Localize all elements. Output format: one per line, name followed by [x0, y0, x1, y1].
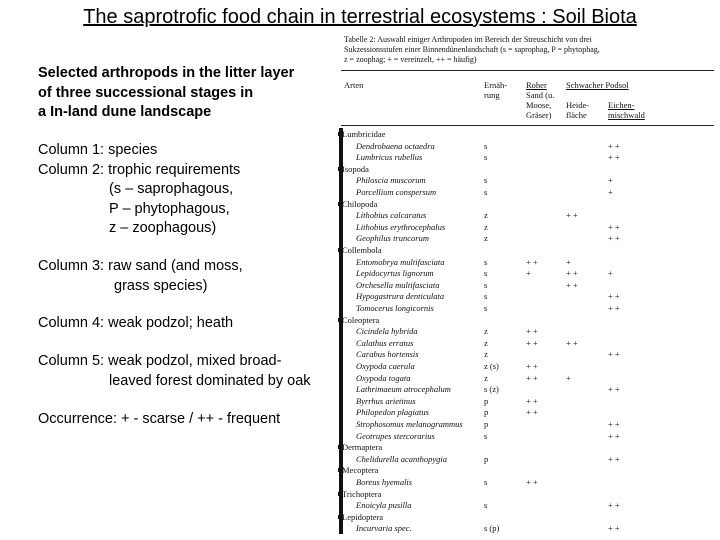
- column-4-text: Column 4: weak podzol; heath: [38, 315, 234, 331]
- species-name: Philopedon plagiatus: [356, 407, 429, 418]
- header-arten: Arten: [344, 80, 364, 90]
- header-ernaehrung-1: Ernäh-: [484, 80, 508, 90]
- table-row: [338, 431, 716, 441]
- oak-forest-cell: + +: [608, 152, 620, 163]
- raw-sand-cell: + +: [526, 477, 538, 487]
- trophic-cell: s: [484, 140, 488, 151]
- group-tick-mark: [338, 492, 342, 496]
- taxon-group-row: [338, 512, 716, 522]
- heath-cell: + +: [566, 337, 578, 348]
- taxon-group-row: [338, 465, 716, 475]
- oak-forest-cell: + +: [608, 233, 620, 244]
- trophic-cell: z: [484, 210, 488, 221]
- heath-cell: +: [566, 372, 571, 383]
- header-eichen: [608, 100, 645, 120]
- raw-sand-cell: + +: [526, 337, 538, 348]
- scanned-table: [338, 32, 716, 536]
- heath-cell: +: [566, 256, 571, 267]
- oak-forest-cell: + +: [608, 349, 620, 360]
- taxon-group-row: [338, 245, 716, 255]
- column-descriptions: [38, 141, 240, 239]
- table-row: [338, 303, 716, 313]
- column-2-saprophagous: (s – saprophagous,: [109, 181, 234, 197]
- group-tick-mark: [338, 167, 342, 171]
- trophic-cell: s: [484, 500, 488, 511]
- occurrence-legend: Occurrence: + - scarse / ++ - frequent: [38, 411, 281, 427]
- species-name: Tomocerus longicornis: [356, 303, 434, 313]
- column-3-description: [38, 257, 243, 296]
- trophic-cell: s: [484, 430, 488, 441]
- table-row: [338, 152, 716, 162]
- oak-forest-cell: + +: [608, 430, 620, 441]
- column-5-text-2: leaved forest dominated by oak: [109, 372, 311, 389]
- species-name: Strophosomus melanogrammus: [356, 419, 463, 429]
- header-heide-2: fläche: [566, 110, 587, 120]
- caption-line-3: z = zoophag; + = vereinzelt, ++ = häufig): [344, 55, 477, 64]
- column-2-phytophagous: P – phytophagous,: [109, 200, 230, 217]
- table-row: [338, 384, 716, 394]
- column-2-text: Column 2: trophic requirements: [38, 161, 241, 178]
- species-name: Lithobius calcaratus: [356, 210, 427, 221]
- table-row: [338, 419, 716, 429]
- raw-sand-cell: + +: [526, 407, 538, 418]
- trophic-cell: s: [484, 477, 488, 487]
- oak-forest-cell: + +: [608, 500, 620, 511]
- table-row: [338, 454, 716, 464]
- group-tick-mark: [338, 515, 342, 519]
- trophic-cell: p: [484, 419, 489, 429]
- group-tick-mark: [338, 445, 342, 449]
- header-eichen-2: mischwald: [608, 110, 645, 120]
- species-name: Hypogastrura denticulata: [356, 291, 445, 302]
- species-name: Lumbricus rubellus: [356, 152, 423, 163]
- group-tick-mark: [338, 202, 342, 206]
- oak-forest-cell: + +: [608, 140, 620, 151]
- species-name: Byrrhus arietinus: [356, 395, 416, 406]
- slide-title: The saprotrofic food chain in terrestrial ecosystems : Soil Biota: [83, 6, 637, 28]
- table-row: [338, 175, 716, 185]
- heading-line-3: a In-land dune landscape: [38, 104, 212, 120]
- header-schwacher-podsol: Schwacher Podsol: [566, 80, 629, 90]
- species-name: Calathus erratus: [356, 337, 414, 348]
- table-row: [338, 257, 716, 267]
- header-roher-4: Gräser): [526, 110, 552, 120]
- taxon-group-row: [338, 315, 716, 325]
- species-name: Lithobius erythrocephalus: [356, 221, 446, 232]
- taxon-group-name: Isopoda: [342, 163, 369, 174]
- column-3-text: Column 3: raw sand (and moss,: [38, 258, 243, 274]
- trophic-cell: z: [484, 233, 488, 244]
- taxon-group-name: Trichoptera: [342, 488, 382, 499]
- oak-forest-cell: +: [608, 175, 613, 186]
- heading-line-2: of three successional stages in: [38, 84, 254, 101]
- taxon-group-name: Lepidoptera: [342, 511, 384, 522]
- species-name: Cicindela hybrida: [356, 326, 418, 337]
- taxon-group-name: Collembola: [342, 245, 382, 255]
- column-1-text: Column 1: species: [38, 142, 158, 158]
- species-name: Incurvaria spec.: [356, 523, 412, 534]
- header-roher-2: Sand (u.: [526, 90, 555, 100]
- table-row: [338, 291, 716, 301]
- species-name: Geotrupes stercorarius: [356, 430, 435, 441]
- oak-forest-cell: + +: [608, 384, 620, 395]
- header-roher-3: Moose,: [526, 100, 552, 110]
- trophic-cell: z: [484, 221, 488, 232]
- trophic-cell: s: [484, 279, 488, 290]
- raw-sand-cell: + +: [526, 326, 538, 337]
- heath-cell: + +: [566, 210, 578, 221]
- taxon-group-row: [338, 164, 716, 174]
- table-row: [338, 338, 716, 348]
- taxon-group-name: Chilopoda: [342, 198, 378, 209]
- caption-line-1: Tabelle 2: Auswahl einiger Arthropoden im Bereich der Streuschicht von drei: [344, 35, 592, 44]
- trophic-cell: z: [484, 372, 488, 383]
- table-row: [338, 407, 716, 417]
- raw-sand-cell: +: [526, 268, 531, 279]
- oak-forest-cell: + +: [608, 303, 620, 313]
- heath-cell: + +: [566, 279, 578, 290]
- table-row: [338, 373, 716, 383]
- raw-sand-cell: + +: [526, 372, 538, 383]
- header-ernaehrung-2: rung: [484, 90, 500, 100]
- group-tick-mark: [338, 468, 342, 472]
- trophic-cell: z: [484, 349, 488, 360]
- trophic-cell: s (z): [484, 384, 499, 395]
- trophic-cell: p: [484, 453, 489, 464]
- table-row: [338, 326, 716, 336]
- species-name: Geophilus truncorum: [356, 233, 429, 244]
- table-row: [338, 187, 716, 197]
- taxon-group-row: [338, 129, 716, 139]
- species-name: Oxypoda caerula: [356, 361, 415, 371]
- description-heading: [38, 64, 294, 123]
- species-name: Lepidocyrtus lignorum: [356, 268, 434, 279]
- species-name: Chelidurella acanthopygia: [356, 453, 448, 464]
- group-tick-mark: [338, 132, 342, 136]
- species-name: Enoicyla pusilla: [356, 500, 412, 511]
- trophic-cell: p: [484, 407, 489, 418]
- table-row: [338, 523, 716, 533]
- header-heide: [566, 100, 589, 120]
- header-roher-sand: [526, 80, 547, 90]
- table-row: [338, 500, 716, 510]
- group-tick-mark: [338, 318, 342, 322]
- trophic-cell: s (p): [484, 523, 500, 534]
- table-caption: [344, 35, 714, 65]
- taxon-group-name: Dermaptera: [342, 442, 383, 453]
- table-header-rule: [341, 125, 714, 126]
- table-row: [338, 268, 716, 278]
- trophic-cell: s: [484, 175, 488, 186]
- oak-forest-cell: + +: [608, 523, 620, 534]
- trophic-cell: p: [484, 395, 489, 406]
- table-row: [338, 361, 716, 371]
- species-name: Porcellium conspersum: [356, 187, 437, 197]
- species-name: Carabus hortensis: [356, 349, 419, 360]
- species-name: Orchesella multifasciata: [356, 279, 440, 290]
- taxon-group-name: Coleoptera: [342, 314, 380, 325]
- raw-sand-cell: + +: [526, 395, 538, 406]
- header-eichen-1: Eichen-: [608, 100, 635, 110]
- trophic-cell: s: [484, 291, 488, 302]
- trophic-cell: s: [484, 187, 488, 197]
- trophic-cell: s: [484, 303, 488, 313]
- raw-sand-cell: + +: [526, 256, 538, 267]
- taxon-group-name: Lumbricidae: [342, 129, 386, 139]
- species-name: Boreus hyemalis: [356, 477, 413, 487]
- species-name: Entomobrya multifasciata: [356, 256, 445, 267]
- table-top-rule: [341, 70, 714, 71]
- oak-forest-cell: + +: [608, 221, 620, 232]
- table-row: [338, 233, 716, 243]
- oak-forest-cell: +: [608, 268, 613, 279]
- oak-forest-cell: + +: [608, 291, 620, 302]
- table-row: [338, 349, 716, 359]
- species-name: Philoscia muscorum: [356, 175, 426, 186]
- trophic-cell: z: [484, 337, 488, 348]
- group-tick-mark: [338, 248, 342, 252]
- header-heide-1: Heide-: [566, 100, 590, 110]
- trophic-cell: s: [484, 268, 488, 279]
- taxon-group-row: [338, 489, 716, 499]
- oak-forest-cell: + +: [608, 453, 620, 464]
- oak-forest-cell: + +: [608, 419, 620, 429]
- table-row: [338, 222, 716, 232]
- table-row: [338, 477, 716, 487]
- trophic-cell: z: [484, 326, 488, 337]
- column-2-zoophagous: z – zoophagous): [109, 220, 217, 236]
- species-name: Lathrimaeum atrocephalum: [356, 384, 451, 395]
- species-name: Dendrobaena octaedra: [356, 140, 435, 151]
- raw-sand-cell: + +: [526, 361, 538, 371]
- table-row: [338, 396, 716, 406]
- species-name: Oxypoda togata: [356, 372, 411, 383]
- heading-line-1: Selected arthropods in the litter layer: [38, 65, 295, 81]
- column-5-text: Column 5: weak podzol, mixed broad-: [38, 353, 282, 369]
- taxon-group-name: Mecoptera: [342, 465, 379, 476]
- heath-cell: + +: [566, 268, 578, 279]
- column-5-description: [38, 352, 311, 391]
- trophic-cell: s: [484, 152, 488, 163]
- trophic-cell: s: [484, 256, 488, 267]
- header-roher-1: Roher: [526, 80, 547, 90]
- header-ernaehrung: [484, 80, 507, 100]
- table-row: [338, 280, 716, 290]
- trophic-cell: z (s): [484, 361, 499, 371]
- header-roher-sub: [526, 90, 554, 120]
- column-3-text-2: grass species): [114, 277, 208, 294]
- table-row: [338, 210, 716, 220]
- table-row: [338, 141, 716, 151]
- taxon-group-row: [338, 199, 716, 209]
- caption-line-2: Sukzessionsstufen einer Binnendünenlandschaft (s = saprophag, P = phytophag,: [344, 45, 600, 54]
- oak-forest-cell: +: [608, 187, 613, 197]
- taxon-group-row: [338, 442, 716, 452]
